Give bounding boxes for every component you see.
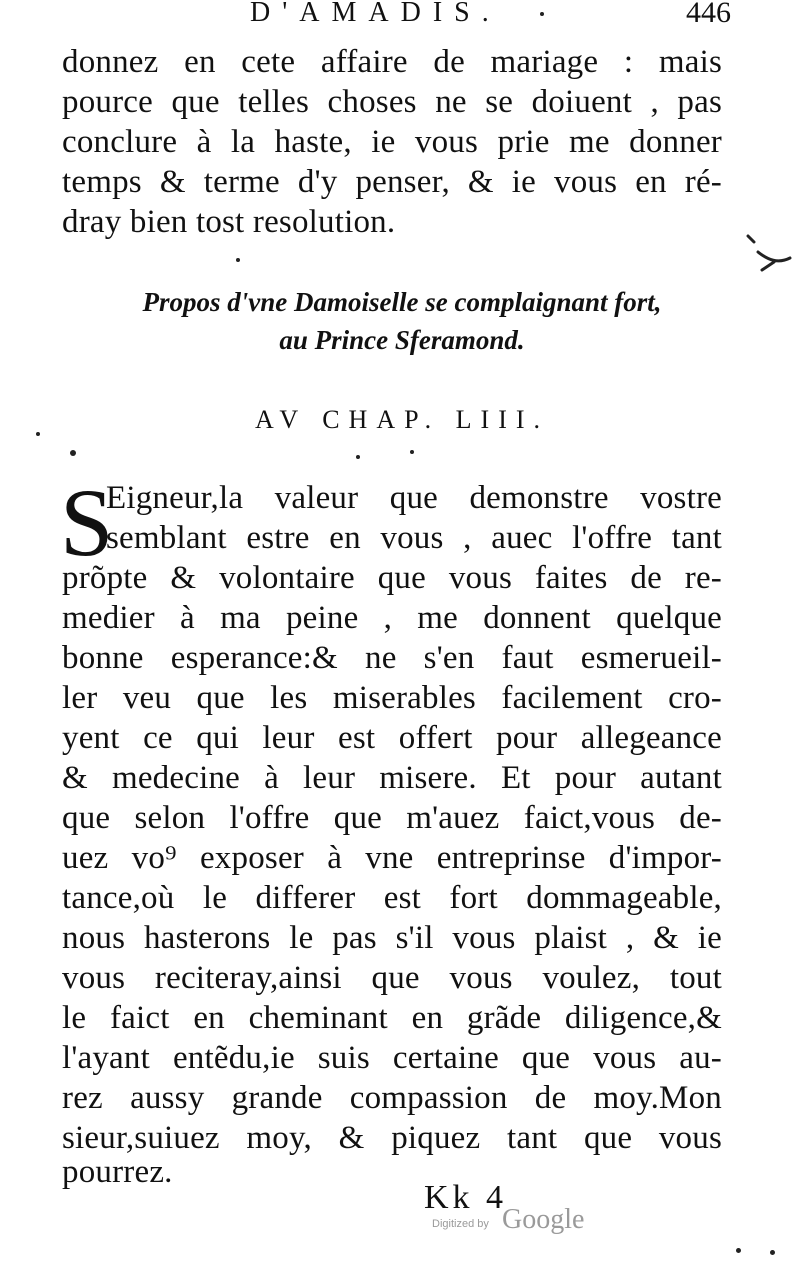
scan-speck — [410, 450, 414, 454]
intro-line: temps & terme d'y penser, & ie vous en ré- — [62, 164, 722, 200]
body-line: prõpte & volontaire que vous faites de re- — [62, 560, 722, 596]
body-line: & medecine à leur misere. Et pour autant — [62, 760, 722, 796]
scan-speck — [736, 1248, 741, 1253]
scan-speck — [540, 12, 544, 16]
scan-speck — [356, 455, 360, 459]
body-line: medier à ma peine , me donnent quelque — [62, 600, 722, 636]
margin-flourish-icon — [744, 230, 794, 280]
running-head — [0, 0, 804, 36]
body-line: nous hasterons le pas s'il vous plaist , & ie — [62, 920, 722, 956]
body-line: pourrez. — [62, 1154, 173, 1190]
body-line: que selon l'offre que m'auez faict,vous de- — [62, 800, 722, 836]
running-title: D'AMADIS. — [250, 0, 501, 28]
scan-speck — [236, 258, 240, 262]
body-line: rez aussy grande compassion de moy.Mon — [62, 1080, 722, 1116]
intro-line: dray bien tost resolution. — [62, 204, 396, 240]
body-line: le faict en cheminant en grãde diligence,& — [62, 1000, 722, 1036]
scan-speck — [770, 1250, 775, 1255]
body-line: uez vo⁹ exposer à vne entreprinse d'impor- — [62, 840, 722, 876]
body-line: yent ce qui leur est offert pour allegeance — [62, 720, 722, 756]
scan-speck — [36, 432, 40, 436]
digitization-watermark — [432, 1204, 612, 1244]
body-line: vous reciteray,ainsi que vous voulez, tout — [62, 960, 722, 996]
body-line: tance,où le differer est fort dommageable, — [62, 880, 722, 916]
chapter-label: AV CHAP. LIII. — [254, 405, 550, 434]
body-line: ler veu que les miserables facilement cro- — [62, 680, 722, 716]
section-title-line-2: au Prince Sferamond. — [279, 325, 525, 355]
intro-line: donnez en cete affaire de mariage : mais — [62, 44, 722, 80]
body-line: l'ayant entẽdu,ie suis certaine que vous au- — [62, 1040, 722, 1076]
body-line: semblant estre en vous , auec l'offre tant — [106, 520, 722, 556]
body-line: sieur,suiuez moy, & piquez tant que vous — [62, 1120, 722, 1156]
watermark-brand: Google — [502, 1204, 585, 1235]
signature-mark: Kk 4 — [424, 1179, 508, 1216]
body-line: Eigneur,la valeur que demonstre vostre — [106, 480, 722, 516]
page-number: 446 — [686, 0, 731, 29]
intro-line: conclure à la haste, ie vous prie me donner — [62, 124, 722, 160]
drop-cap: S — [60, 469, 114, 576]
watermark-prefix: Digitized by — [432, 1218, 489, 1230]
scan-speck — [70, 450, 76, 456]
body-line: bonne esperance:& ne s'en faut esmerueil- — [62, 640, 722, 676]
section-title-line-1: Propos d'vne Damoiselle se complaignant fort, — [142, 287, 662, 317]
intro-line: pource que telles choses ne se doiuent , pas — [62, 84, 722, 120]
